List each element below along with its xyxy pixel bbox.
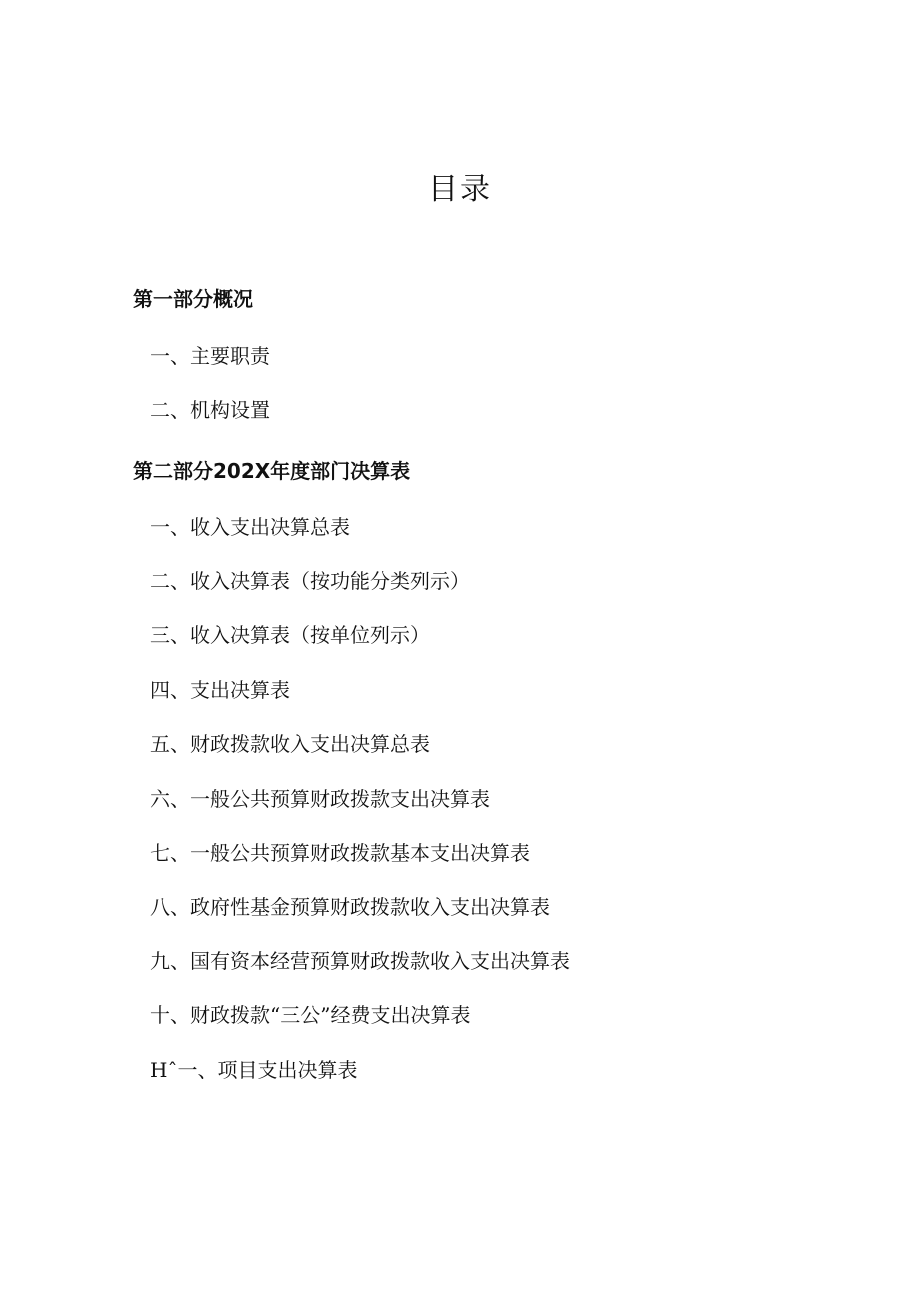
toc-item-6: 六、一般公共预算财政拨款支出决算表 — [150, 787, 490, 811]
toc-item-10: 十、财政拨款“三公”经费支出决算表 — [150, 1003, 471, 1027]
toc-item-11: Hˆ一、项目支出决算表 — [150, 1058, 358, 1082]
section-heading-overview: 第一部分概况 — [133, 287, 253, 311]
toc-item-2: 二、收入决算表（按功能分类列示） — [150, 569, 470, 593]
toc-item-7: 七、一般公共预算财政拨款基本支出决算表 — [150, 841, 530, 865]
toc-item-1: 一、收入支出决算总表 — [150, 515, 350, 539]
page-title: 目录 — [428, 172, 492, 207]
section-heading-final-accounts: 第二部分202X年度部门决算表 — [133, 459, 411, 483]
toc-item-organization-setup: 二、机构设置 — [150, 398, 270, 422]
toc-item-9: 九、国有资本经营预算财政拨款收入支出决算表 — [150, 949, 570, 973]
toc-item-8: 八、政府性基金预算财政拨款收入支出决算表 — [150, 895, 550, 919]
toc-item-5: 五、财政拨款收入支出决算总表 — [150, 732, 430, 756]
toc-item-3: 三、收入决算表（按单位列示） — [150, 623, 430, 647]
toc-item-4: 四、支出决算表 — [150, 678, 290, 702]
toc-item-main-duties: 一、主要职责 — [150, 344, 270, 368]
